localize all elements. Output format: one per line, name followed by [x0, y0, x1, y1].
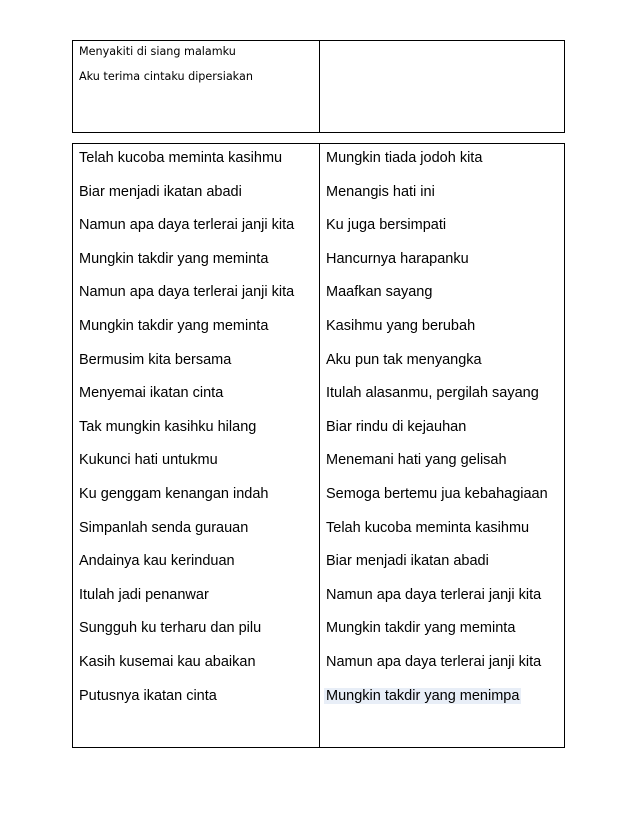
lyric-line: Maafkan sayang: [326, 284, 433, 301]
lyrics-table-row: [73, 144, 565, 748]
lyric-line: [326, 687, 564, 705]
lyric-line: Namun apa daya terlerai janji kita: [326, 586, 542, 603]
top-left-cell: [73, 41, 320, 133]
lyric-line: Mungkin takdir yang meminta: [79, 317, 269, 334]
lyrics-right-cell: [320, 144, 565, 748]
lyric-line: Kasih kusemai kau abaikan: [79, 653, 256, 670]
lyric-line: Namun apa daya terlerai janji kita: [326, 653, 542, 670]
lyric-line: Tak mungkin kasihku hilang: [79, 418, 257, 435]
lyric-line: Ku juga bersimpati: [326, 217, 447, 234]
lyric-line: Ku genggam kenangan indah: [79, 485, 269, 502]
lyric-line: Simpanlah senda gurauan: [79, 519, 249, 536]
lyric-line: Kukunci hati untukmu: [79, 452, 218, 469]
lyric-line: Biar rindu di kejauhan: [326, 418, 467, 435]
lyric-line: Sungguh ku terharu dan pilu: [79, 620, 262, 637]
lyric-line: Bermusim kita bersama: [79, 351, 232, 368]
text-line: Menyakiti di siang malamku: [79, 45, 236, 58]
lyric-line: Namun apa daya terlerai janji kita: [79, 217, 295, 234]
lyric-line: Putusnya ikatan cinta: [79, 687, 217, 704]
lyric-line: Mungkin takdir yang meminta: [79, 250, 269, 267]
lyric-line: Itulah alasanmu, pergilah sayang: [326, 385, 539, 402]
lyric-line: Mungkin tiada jodoh kita: [326, 150, 483, 166]
lyric-line: Itulah jadi penanwar: [79, 586, 209, 603]
lyric-line: Telah kucoba meminta kasihmu: [326, 519, 530, 536]
top-table-row: [73, 41, 565, 133]
lyric-line: Menangis hati ini: [326, 183, 435, 200]
lyric-line: Namun apa daya terlerai janji kita: [79, 284, 295, 301]
lyric-line: Biar menjadi ikatan abadi: [79, 183, 242, 200]
top-table: [72, 40, 565, 133]
selected-text-highlight[interactable]: Mungkin takdir yang menimpa: [326, 687, 520, 704]
lyric-line: Hancurnya harapanku: [326, 250, 469, 267]
lyric-line: Menyemai ikatan cinta: [79, 385, 224, 402]
lyric-line: Aku pun tak menyangka: [326, 351, 482, 368]
lyric-line: Semoga bertemu jua kebahagiaan: [326, 485, 548, 502]
lyrics-table: [72, 143, 565, 748]
lyrics-left-cell: [73, 144, 320, 748]
lyric-line: Andainya kau kerinduan: [79, 553, 235, 570]
lyric-line: Biar menjadi ikatan abadi: [326, 553, 489, 570]
lyric-line: Mungkin takdir yang meminta: [326, 620, 516, 637]
text-line: Aku terima cintaku dipersiakan: [79, 70, 253, 83]
lyric-line: Menemani hati yang gelisah: [326, 452, 507, 469]
lyric-line: Kasihmu yang berubah: [326, 317, 476, 334]
top-right-cell: [320, 41, 565, 133]
lyric-line: Telah kucoba meminta kasihmu: [79, 150, 283, 166]
